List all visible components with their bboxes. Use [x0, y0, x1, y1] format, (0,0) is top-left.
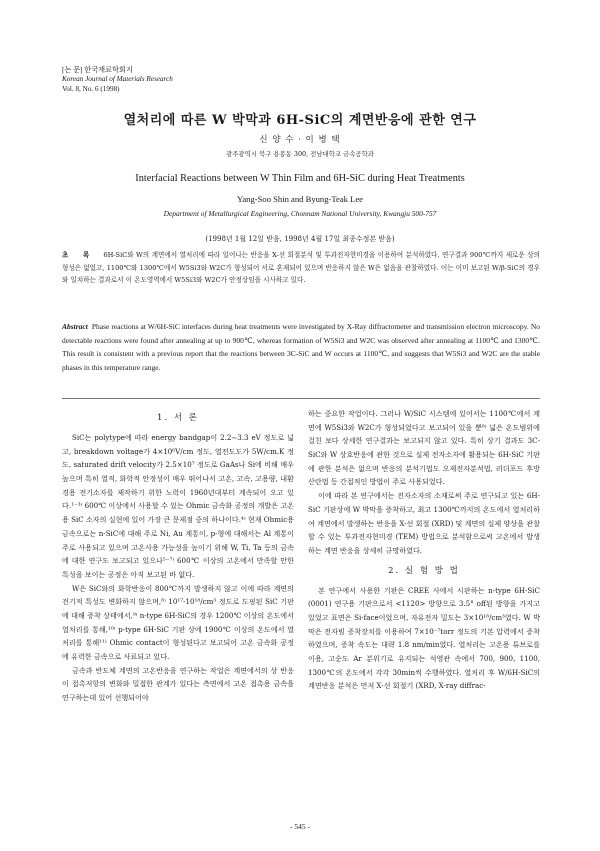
- affiliation-korean: 광주광역시 북구 용봉동 300, 전남대학교 금속공학과: [226, 150, 374, 158]
- abstract-korean-text: 6H-SiC와 W의 계면에서 열처리에 따라 일어나는 반응을 X-선 회절분석 및 투과전자현미경을 이용하여 분석하였다. 연구결과 900℃까지 새로운 상의 형성은 없었고, 1100℃와 1300℃에서 W5Si3와 W2C가 형성되어 서로 혼재되어 있으며 반응하지 않은 W은 없음을 관찰하였다. 이는 이미 보고된 W/β-SiC의 경우와 일치하는 결과로서 이 온도영역에서 W5Si3와 W2C가 안정상임을 시사하고 있다.: [62, 251, 540, 285]
- affiliation-english: Department of Metallurgical Engineering, Chonnam National University, Kwangju 500-757: [163, 209, 437, 218]
- title-korean: 열처리에 따른 W 박막과 6H-SiC의 계면반응에 관한 연구: [123, 113, 477, 128]
- abstract-korean-label: 초 록: [62, 251, 96, 259]
- paragraph: W은 SiC와의 화학반응이 800℃까지 발생하지 않고 이에 따라 계면의 전기적 특성도 변화하지 않으며,⁸⁾ 10¹⁷-10¹⁸/cm³ 정도로 도핑된 SiC 기판에 대해 증착 상태에서,⁹⁾ n-type 6H-SiC의 경우 1200℃ 이상의 온도에서 열처리를 통해,¹⁰⁾ p-type 6H-SiC 기판 상에 1900℃ 이상의 온도에서 열처리를 통해¹¹⁾ Ohmic contact이 형성된다고 보고되어 고온 금속화 공정에 유력한 금속으로 사료되고 있다.: [62, 583, 294, 661]
- section-title-experimental: 2. 실 험 방 법: [388, 565, 460, 576]
- authors-korean: 신 양 수 · 이 병 택: [259, 135, 341, 145]
- left-column: [62, 407, 294, 705]
- paragraph: SiC는 polytype에 따라 energy bandgap이 2.2∼3.3 eV 정도로 넓고, breakdown voltage가 4×10⁶V/cm 정도, 열전도도가 5W/cm.K 정도, saturated drift velocity가 2.5×10⁷ 정도로 GaAs나 Si에 비해 매우 높으며 특히 열적, 화학적 안정성이 매우 뛰어나서 고온, 고속, 고용량, 내환경용 전기소자를 제작하기 위한 노력이 1960년대부터 계속되어 오고 있다.¹⁻³⁾ 600℃ 이상에서 사용할 수 있는 Ohmic 금속화 공정의 개발은 고온용 SiC 소자의 실현에 있어 가장 큰 문제점 중의 하나이다.⁴⁾ 현재 Ohmic용 금속으로는 n-SiC에 대해 주로 Ni, Au 계통이, p-형에 대해서는 Al 계통이 주로 사용되고 있으며 고온사용 가능성을 높이기 위해 W, Ti, Ta 등의 금속에 대한 연구도 보고되고 있으나⁵⁻⁷⁾ 600℃ 이상의 고온에서 만족할 만한 특성을 보이는 공정은 아직 보고된 바 없다.: [62, 433, 295, 579]
- page-number: - 545 -: [290, 822, 310, 831]
- section-title-introduction: 1. 서 론: [157, 413, 199, 423]
- title-english: Interfacial Reactions between W Thin Film and 6H-SiC during Heat Treatments: [135, 173, 465, 184]
- right-column: [308, 407, 540, 693]
- abstract-english-text: Phase reactions at W/6H-SiC interfaces during heat treatments were investigated by X-Ray diffractometer and transmission electron microscopy. No detectable reactions were found after annealing at up to 900℃, whereas formation of W5Si3 and W2C was observed after annealing at 1100℃ and 1300℃. This result is consistent with a previous report that the reactions between 3C-SiC and W occurs at 1100℃, and suggests that W5Si3 and W2C are the stable phases in this temperature range.: [62, 322, 540, 372]
- paragraph: 본 연구에서 사용한 기판은 CREE 사에서 시판하는 n-type 6H-SiC (0001) 연구용 기판으로서 <1120> 방향으로 3.5° off된 방향을 가지고 있었고 표면은 Si-face이었으며, 자유전자 밀도는 3×10¹⁸/cm³였다. W 박막은 전자빔 증착장치를 이용하여 7×10⁻⁷torr 정도의 기본 압력에서 증착하였으며, 증착 속도는 대략 1.8 nm/min였다. 열처리는 고온용 튜브로를 이용, 고순도 Ar 분위기로 유지되는 석영관 속에서 700, 900, 1100, 1300℃의 온도에서 각각 30min씩 수행하였다. 열처리 후 W/6H-SiC의 계면반응 분석은 먼저 X-선 회절기 (XRD, X-ray diffrac-: [308, 585, 540, 691]
- abstract-divider: [62, 398, 540, 399]
- abstract-english-label: Abstract: [62, 322, 88, 331]
- journal-line-1: [논 문] 한국재료학회지: [62, 66, 133, 74]
- journal-line-3: Vol. 8, No. 6 (1998): [62, 84, 120, 93]
- abstract-korean: [62, 249, 540, 287]
- paragraph: 금속과 반도체 계면의 고온반응을 연구하는 작업은 계면에서의 상 반응이 접촉저항의 변화와 밀접한 관계가 있다는 측면에서 고온 접촉용 금속을 연구하는데 있어 선행되어야: [62, 665, 294, 703]
- received-dates: (1998년 1월 12일 받음, 1998년 4월 17일 최종수정본 받음): [205, 235, 395, 243]
- abstract-english: [62, 320, 540, 374]
- journal-header: [62, 66, 173, 94]
- paragraph: 이에 따라 본 연구에서는 전자소자의 소재로써 주로 연구되고 있는 6H-SiC 기판상에 W 박막을 증착하고, 최고 1300℃까지의 온도에서 열처리하여 계면에서 발생하는 반응을 X-선 회절 (XRD) 및 계면의 실제 양상을 관찰할 수 있는 투과전자현미경 (TEM) 방법으로 분석함으로써 고온에서 발생하는 계면 반응을 상세히 규명하였다.: [308, 491, 540, 555]
- paragraph: 하는 중요한 작업이다. 그러나 W/SiC 시스템에 있어서는 1100℃에서 계면에 W5Si3와 W2C가 형성되었다고 보고되어 있을 뿐⁸⁾ 넓은 온도범위에 걸친 보다 상세한 연구결과는 보고되지 않고 있다. 특히 상기 결과도 3C-SiC와 W 상호반응에 관한 것으로 실제 전자소자에 활용되는 6H-SiC 기판에 관한 분석은 없으며 반응의 분석기법도 오제전자분석법, 러더포드 후방산란법 등 간접적인 방법이 주로 사용되었다.: [308, 409, 540, 487]
- journal-line-2: Korean Journal of Materials Research: [62, 75, 173, 84]
- authors-english: Yang-Soo Shin and Byung-Teak Lee: [237, 194, 363, 204]
